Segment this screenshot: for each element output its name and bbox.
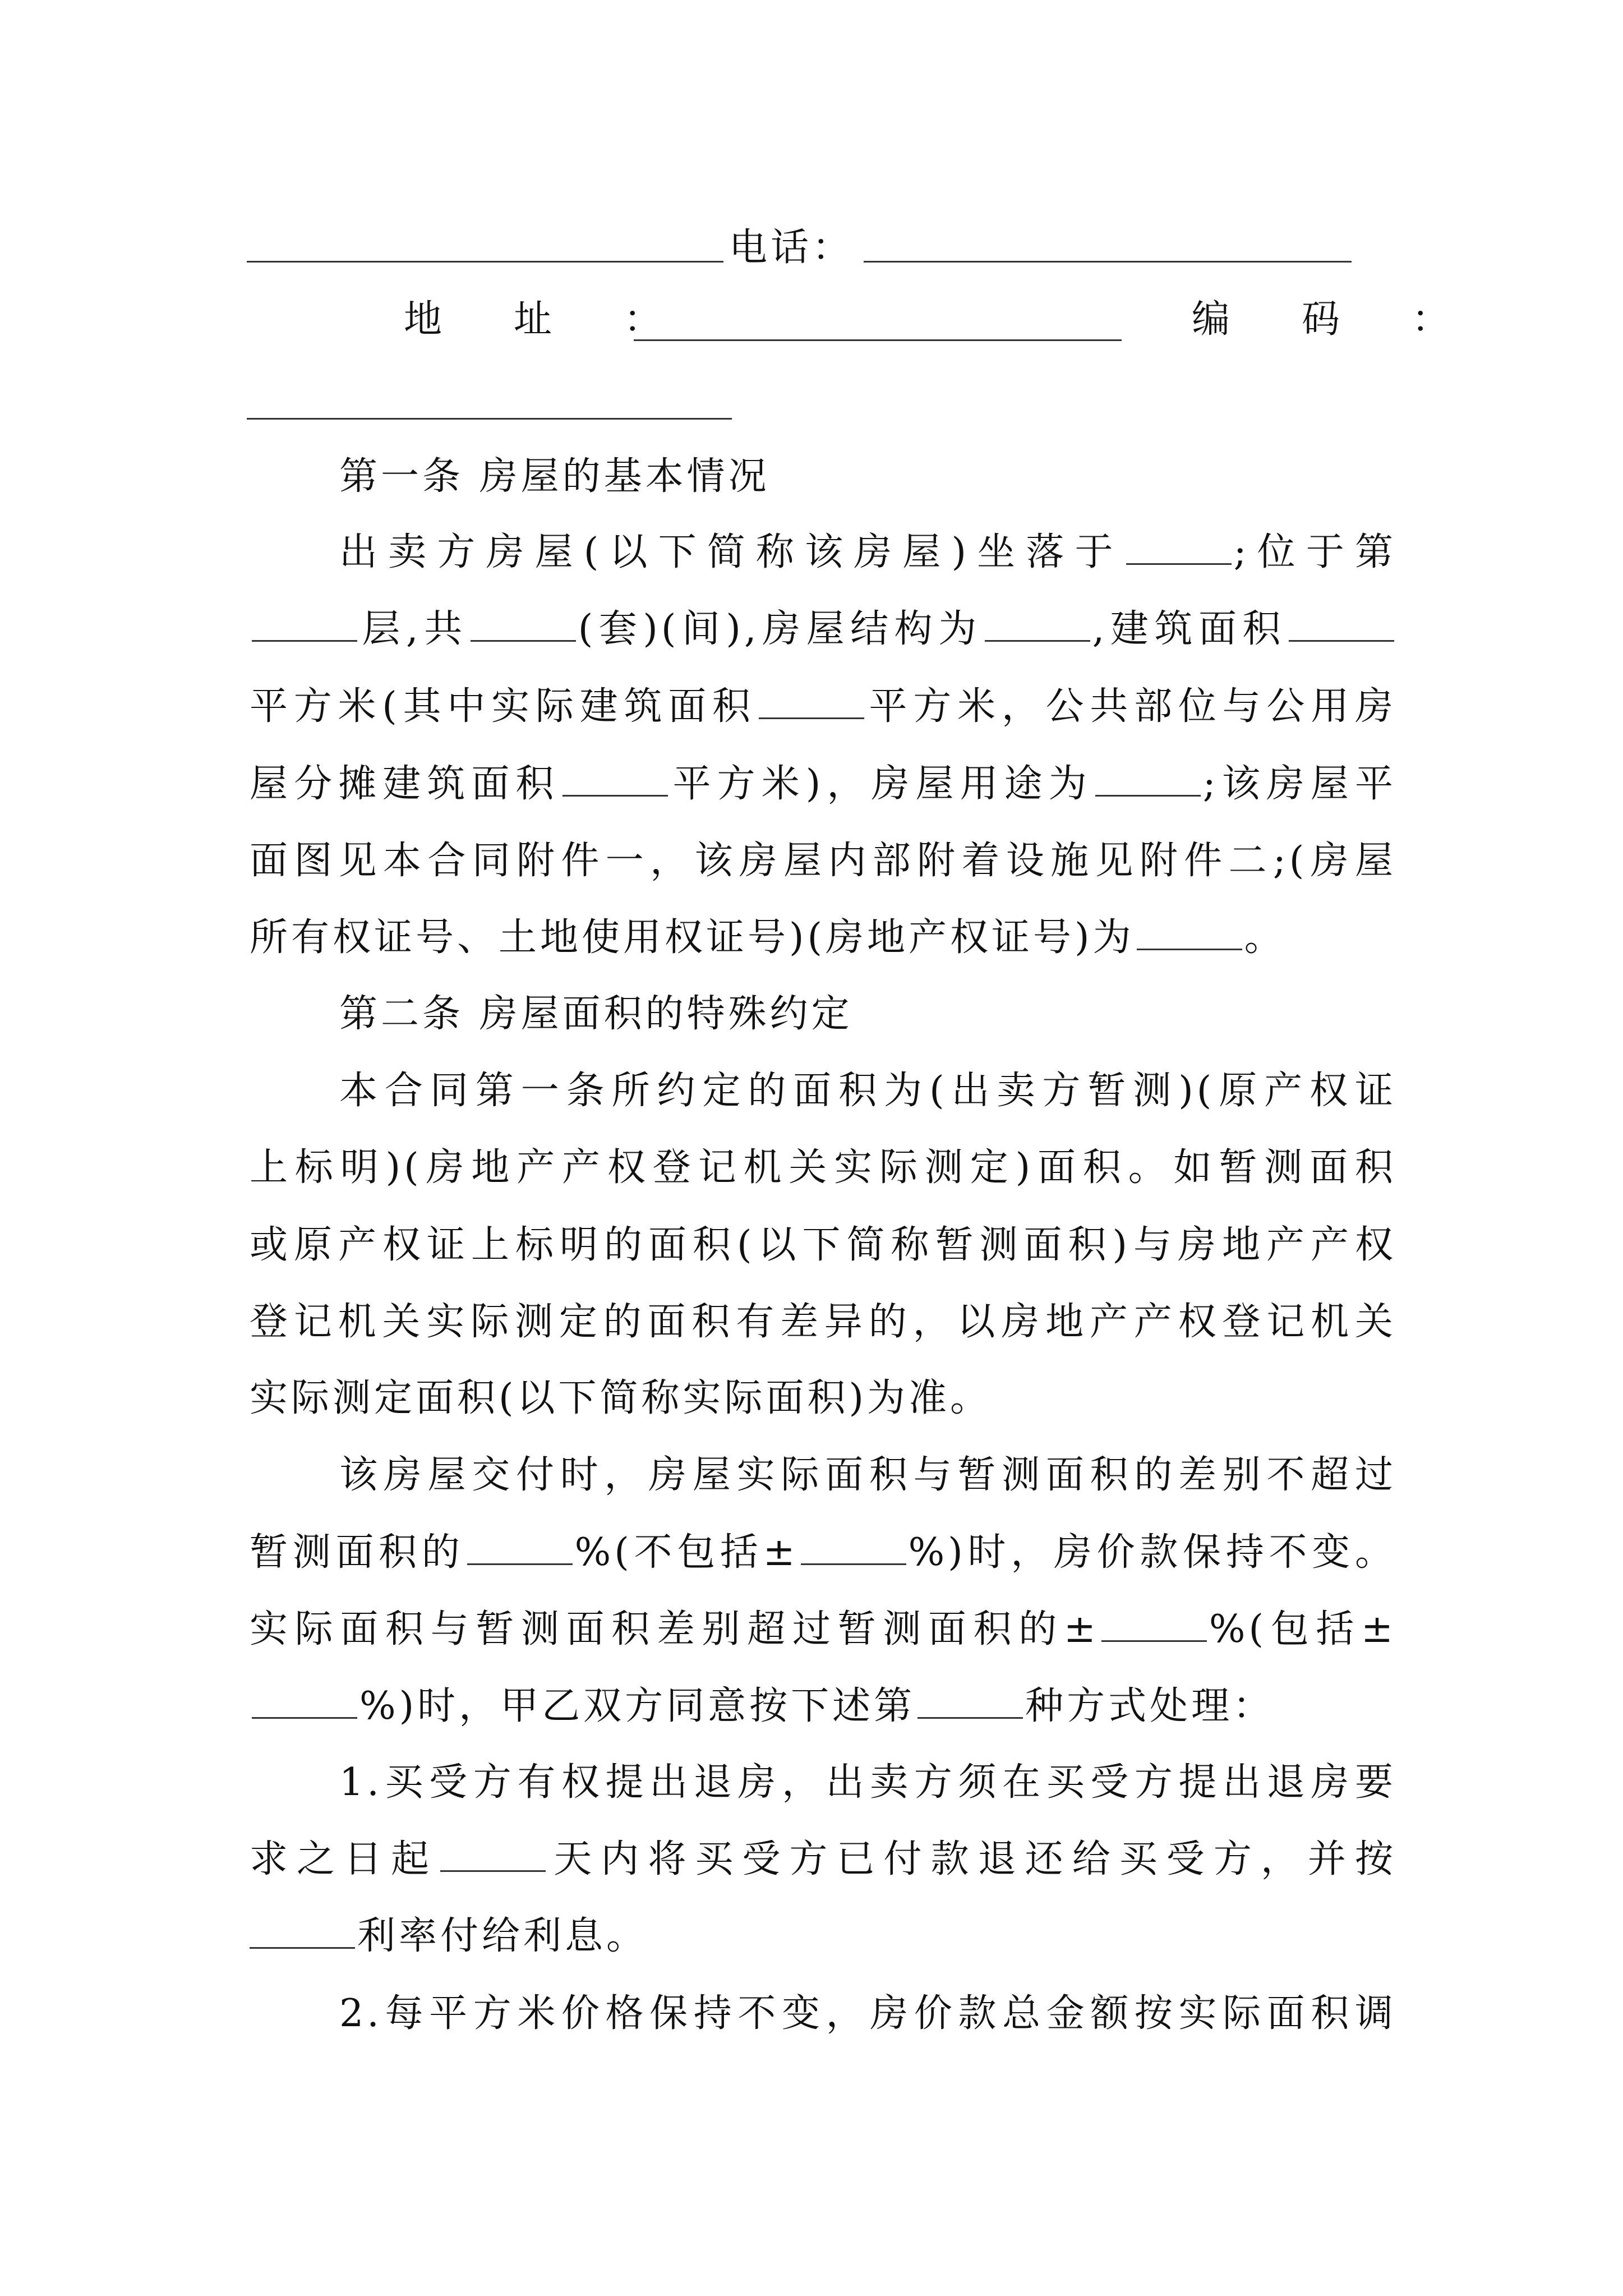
certificate-blank xyxy=(1137,917,1242,950)
exceed-incl-blank xyxy=(252,1686,357,1719)
tolerance-excl-blank xyxy=(801,1532,906,1565)
text: 面图见本合同附件一，该房屋内部附着设施见附件二;(房屋 xyxy=(250,839,1396,883)
structure-blank xyxy=(985,609,1090,642)
article2-title: 第二条 房屋面积的特殊约定 xyxy=(339,992,853,1036)
item1-line3 xyxy=(250,1908,1396,1964)
phone-label: 电话： xyxy=(729,226,854,270)
text: %(包括± xyxy=(1209,1607,1396,1651)
item2-line1: 2.每平方米价格保持不变，房价款总金额按实际面积调 xyxy=(339,1991,1396,2036)
interest-rate-blank xyxy=(250,1916,355,1949)
phone-blank-line xyxy=(864,261,1352,263)
usage-blank xyxy=(1095,763,1201,797)
text: 平方米(其中实际建筑面积 xyxy=(250,684,757,729)
text: 实际面积与暂测面积差别超过暂测面积的± xyxy=(250,1607,1099,1651)
article1-line3 xyxy=(250,679,1396,735)
text: 利率付给利息。 xyxy=(357,1914,648,1958)
text: ;位于第 xyxy=(1233,530,1396,574)
address-label: 地 址 ： xyxy=(404,297,679,342)
article2-p1-line5: 实际测定面积(以下简称实际面积)为准。 xyxy=(250,1376,992,1420)
text: ,建筑面积 xyxy=(1092,607,1287,651)
article2-p1-line1: 本合同第一条所约定的面积为(出卖方暂测)(原产权证 xyxy=(339,1069,1396,1113)
text: 屋分摊建筑面积 xyxy=(250,762,560,806)
name-blank-line xyxy=(247,261,723,263)
article2-p2-line2 xyxy=(250,1525,1396,1581)
location-blank xyxy=(1126,532,1232,565)
text: 层,共 xyxy=(359,607,468,651)
text: %(不包括± xyxy=(574,1530,799,1575)
item1-line1: 1.买受方有权提出退房，出卖方须在买受方提出退房要 xyxy=(339,1760,1396,1805)
text: %)时，甲乙双方同意按下述第 xyxy=(359,1684,916,1728)
text: %)时，房价款保持不变。 xyxy=(908,1530,1396,1575)
article1-title: 第一条 房屋的基本情况 xyxy=(339,454,770,499)
actual-area-blank xyxy=(759,686,864,719)
text: 。 xyxy=(1244,915,1286,960)
postcode-label: 编 码 ： xyxy=(1192,297,1467,342)
text: ;该房屋平 xyxy=(1202,762,1396,806)
postcode-blank-line xyxy=(247,418,732,420)
days-blank xyxy=(440,1839,546,1872)
article2-p1-line4: 登记机关实际测定的面积有差异的，以房地产产权登记机关 xyxy=(250,1300,1396,1344)
exceed-blank xyxy=(1101,1609,1207,1642)
method-blank xyxy=(917,1686,1023,1719)
text: 种方式处理： xyxy=(1025,1684,1275,1728)
text: 天内将买受方已付款退还给买受方，并按 xyxy=(548,1837,1396,1881)
tolerance-blank xyxy=(467,1532,573,1565)
article1-line5 xyxy=(250,833,1396,889)
article1-line1 xyxy=(339,524,1396,581)
text: 出卖方房屋(以下简称该房屋)坐落于 xyxy=(339,530,1124,574)
address-blank-line xyxy=(634,339,1122,341)
text: 求之日起 xyxy=(250,1837,439,1881)
article1-line6 xyxy=(250,910,1396,966)
article2-p2-line3 xyxy=(250,1602,1396,1658)
item1-line2 xyxy=(250,1832,1396,1888)
text: (套)(间),房屋结构为 xyxy=(578,607,983,651)
unit-blank xyxy=(471,609,576,642)
article2-p1-line3: 或原产权证上标明的面积(以下简称暂测面积)与房地产产权 xyxy=(250,1223,1396,1267)
article2-p2-line4 xyxy=(250,1678,1396,1734)
article1-line2 xyxy=(250,601,1396,657)
article2-p2-line1: 该房屋交付时，房屋实际面积与暂测面积的差别不超过 xyxy=(339,1453,1396,1497)
floor-blank xyxy=(252,609,357,642)
text: 平方米，公共部位与公用房 xyxy=(866,684,1396,729)
area-blank xyxy=(1289,609,1394,642)
text: 所有权证号、土地使用权证号)(房地产权证号)为 xyxy=(250,915,1135,960)
text: 平方米)，房屋用途为 xyxy=(670,762,1093,806)
article2-p1-line2: 上标明)(房地产产权登记机关实际测定)面积。如暂测面积 xyxy=(250,1145,1396,1190)
article1-line4 xyxy=(250,756,1396,812)
shared-area-blank xyxy=(562,763,668,797)
text: 暂测面积的 xyxy=(250,1530,465,1575)
